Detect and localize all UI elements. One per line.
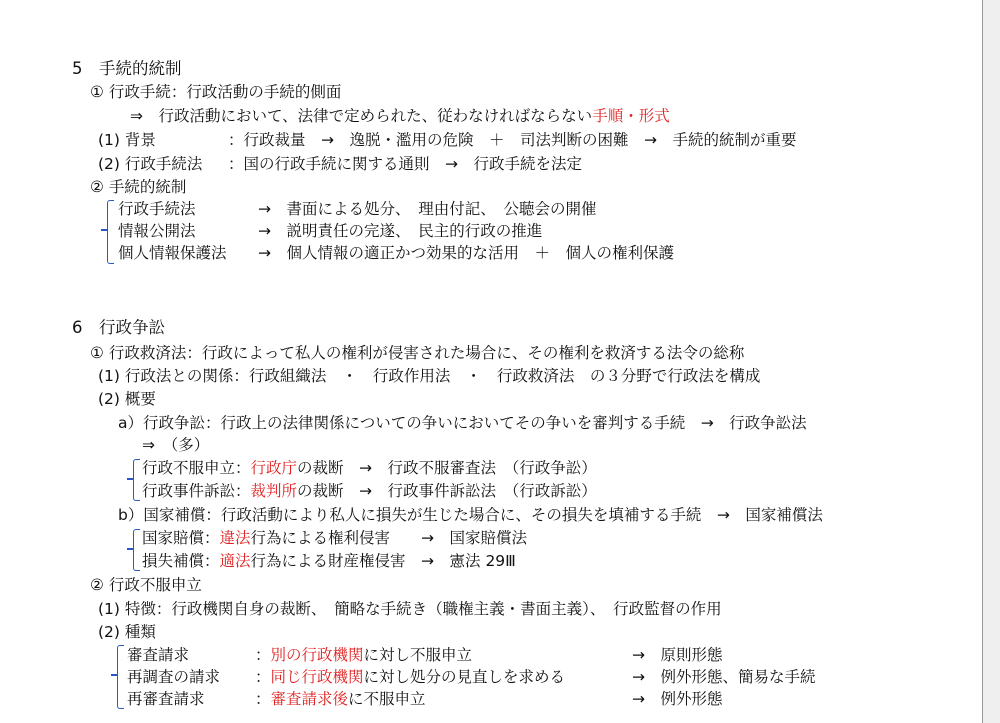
highlight-text: 違法: [219, 529, 251, 547]
law-name: 行政手続法: [118, 200, 196, 218]
law-desc: → 個人情報の適正かつ効果的な活用 ＋ 個人の権利保護: [258, 244, 674, 262]
sec6-feature-line: (1) 特徴：行政機関自身の裁断、 簡略な手続き（職権主義・書面主義）、 行政監督の作用: [98, 600, 722, 618]
type-name: 再審査請求: [127, 690, 205, 708]
window-edge: [983, 0, 1000, 723]
bracket: [133, 459, 140, 501]
sec5-item1-arrow-line: [130, 106, 670, 126]
bracket-tick: [127, 548, 134, 550]
highlight-text: 審査請求後: [270, 690, 349, 708]
b-item-row: [142, 528, 527, 548]
label: (1) 背景: [98, 131, 156, 149]
text: 行政事件訴訟：: [142, 482, 251, 500]
text: ⇒ 行政活動において、法律で定められた、従わなければならない: [130, 107, 593, 125]
bracket: [107, 200, 114, 264]
bracket: [117, 645, 124, 709]
section-6-heading: 6 行政争訟: [72, 318, 165, 337]
text: に対し処分の見直しを求める: [363, 668, 566, 686]
highlight-text: 別の行政機関: [270, 646, 364, 664]
text: に不服申立: [348, 690, 426, 708]
sec5-item2-title: ② 手続的統制: [90, 178, 187, 196]
sec6-relation-line: (1) 行政法との関係：行政組織法 ・ 行政作用法 ・ 行政救済法 の３分野で行政法を構成: [98, 367, 761, 385]
sec6-overview-label: (2) 概要: [98, 390, 156, 408]
text: ：国の行政手続に関する通則 → 行政手続を法定: [228, 155, 582, 173]
sec6-b-line: b）国家補償：行政活動により私人に損失が生じた場合に、その損失を填補する手続 → 国家補償法: [118, 506, 823, 524]
a-item-row: [142, 458, 597, 478]
law-name: 情報公開法: [118, 222, 196, 240]
sec6-a-arrow: ⇒ （多）: [142, 436, 210, 454]
type-result: → 例外形態: [632, 690, 723, 708]
highlight-text: 行政庁: [250, 459, 298, 477]
text: 国家賠償：: [142, 529, 220, 547]
law-desc: → 書面による処分、 理由付記、 公聴会の開催: [258, 200, 597, 218]
type-name: 再調査の請求: [127, 668, 221, 686]
text: ：行政裁量 → 逸脱・濫用の危険 ＋ 司法判断の困難 → 手続的統制が重要: [228, 131, 797, 149]
section-5-heading: 5 手続的統制: [72, 59, 182, 78]
bracket-tick: [101, 229, 108, 231]
type-result: → 原則形態: [632, 646, 723, 664]
label: (2) 行政手続法: [98, 155, 203, 173]
bracket: [133, 529, 140, 571]
sec6-item1-title: ① 行政救済法：行政によって私人の権利が侵害された場合に、その権利を救済する法令の総称: [90, 344, 745, 362]
text: 損失補償：: [142, 552, 220, 570]
text: の裁断 → 行政事件訴訟法 （行政訴訟）: [297, 482, 597, 500]
law-desc: → 説明責任の完遂、 民主的行政の推進: [258, 222, 543, 240]
b-item-row: [142, 551, 516, 571]
text: に対し不服申立: [363, 646, 473, 664]
text: 行為による権利侵害 → 国家賠償法: [250, 529, 528, 547]
bracket-tick: [111, 674, 118, 676]
bracket-tick: [127, 478, 134, 480]
window-border: [982, 0, 983, 723]
type-result: → 例外形態、簡易な手続: [632, 668, 816, 686]
text: の裁断 → 行政不服審査法 （行政争訟）: [297, 459, 597, 477]
sec6-item2-title: ② 行政不服申立: [90, 576, 202, 594]
highlight-text: 手順・形式: [592, 107, 670, 125]
highlight-text: 適法: [219, 552, 251, 570]
sec6-a-line: a）行政争訟：行政上の法律関係についての争いにおいてその争いを審判する手続 → 行政争訟法: [118, 414, 807, 432]
sec6-types-label: (2) 種類: [98, 623, 156, 641]
highlight-text: 同じ行政機関: [270, 668, 364, 686]
highlight-text: 裁判所: [250, 482, 298, 500]
sec5-item1-title: ① 行政手続：行政活動の手続的側面: [90, 83, 342, 101]
type-name: 審査請求: [127, 646, 190, 664]
text: 行為による財産権侵害 → 憲法 29Ⅲ: [250, 552, 516, 570]
a-item-row: [142, 481, 597, 501]
law-name: 個人情報保護法: [118, 244, 227, 262]
text: 行政不服申立：: [142, 459, 251, 477]
